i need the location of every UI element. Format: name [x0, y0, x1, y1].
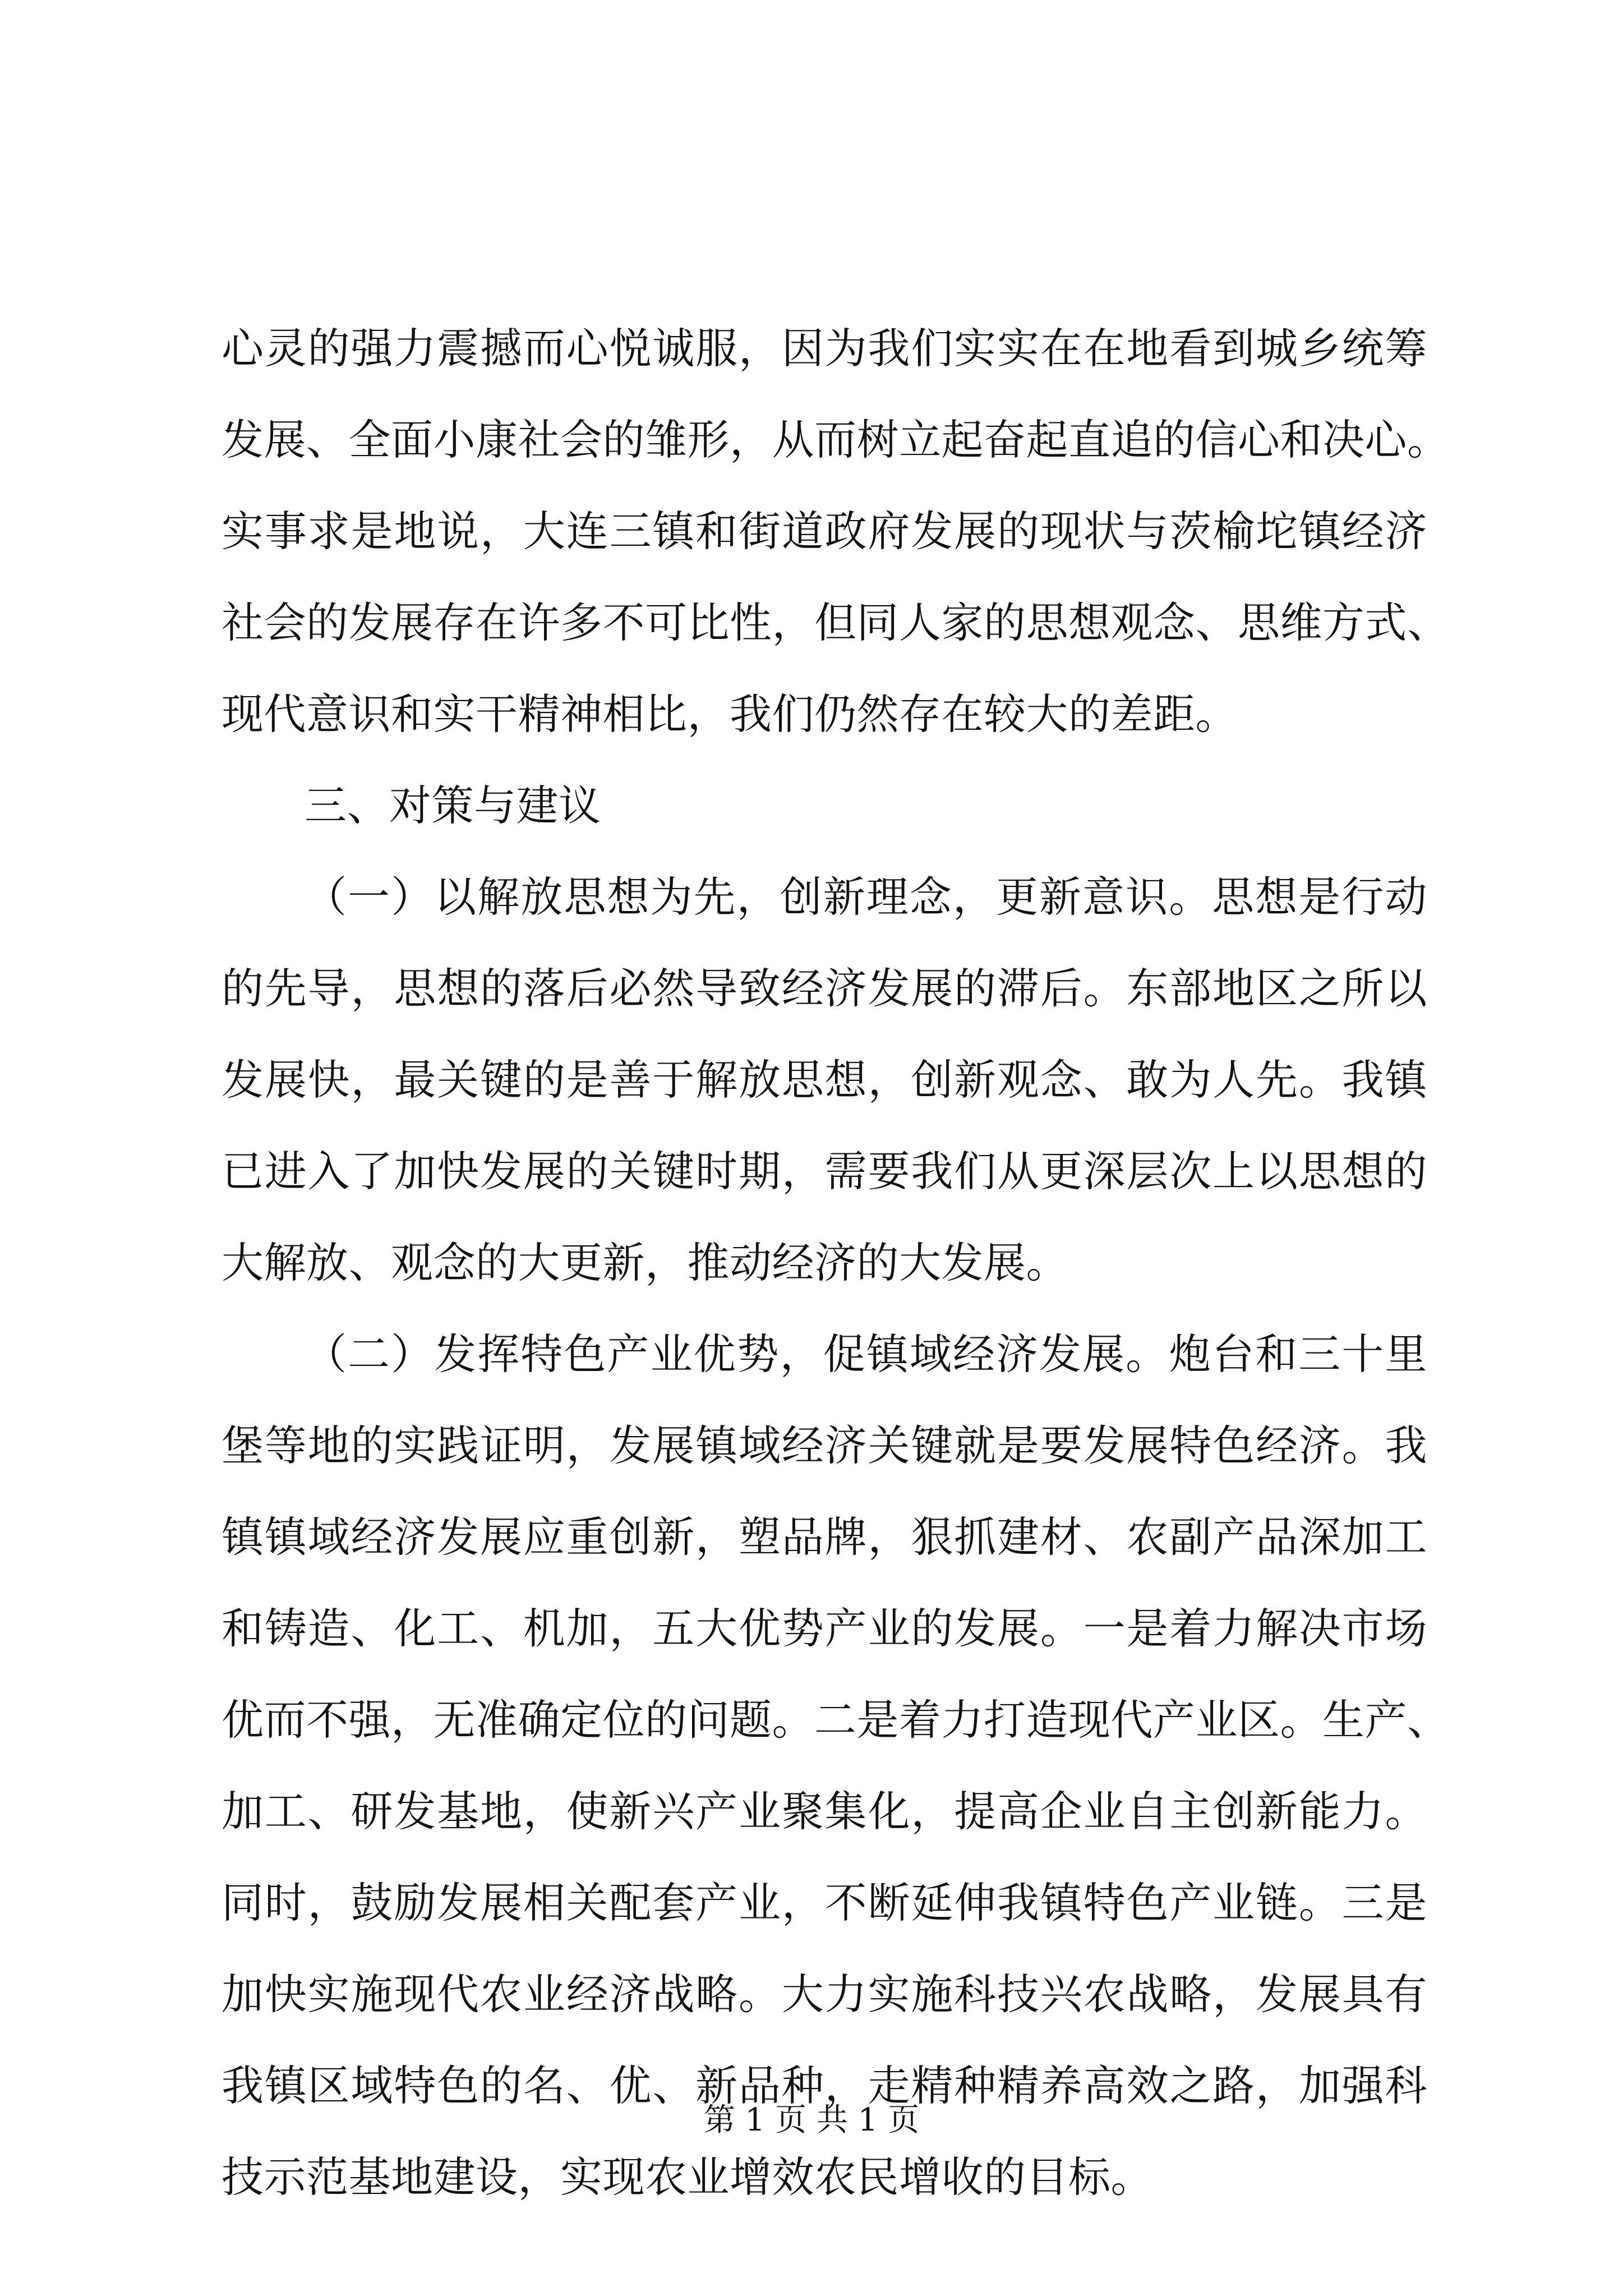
text-line: 已进入了加快发展的关键时期，需要我们从更深层次上以思想的 — [222, 1147, 1427, 1196]
text-line: （一）以解放思想为先，创新理念，更新意识。思想是行动 — [305, 872, 1427, 922]
text-line: 优而不强，无准确定位的问题。二是着力打造现代产业区。生产、 — [222, 1695, 1450, 1745]
text-line: 大解放、观念的大更新，推动经济的大发展。 — [222, 1238, 1069, 1287]
text-line: 堡等地的实践证明，发展镇域经济关键就是要发展特色经济。我 — [222, 1421, 1427, 1470]
text-line: 社会的发展存在许多不可比性，但同人家的思想观念、思维方式、 — [222, 598, 1450, 647]
text-line: 发展、全面小康社会的雏形，从而树立起奋起直追的信心和决心。 — [222, 415, 1450, 464]
text-line: 实事求是地说，大连三镇和街道政府发展的现状与茨榆坨镇经济 — [222, 507, 1427, 556]
text-line: 加快实施现代农业经济战略。大力实施科技兴农战略，发展具有 — [222, 1970, 1427, 2019]
text-line: 现代意识和实干精神相比，我们仍然存在较大的差距。 — [222, 689, 1238, 739]
text-line: （二）发挥特色产业优势，促镇域经济发展。炮台和三十里 — [305, 1329, 1427, 1379]
text-line: 镇镇域经济发展应重创新，塑品牌，狠抓建材、农副产品深加工 — [222, 1512, 1427, 1562]
document-body — [222, 303, 1450, 2223]
text-line: 同时，鼓励发展相关配套产业，不断延伸我镇特色产业链。三是 — [222, 1878, 1427, 1927]
text-line: 我镇区域特色的名、优、新品种，走精种精养高效之路，加强科 — [222, 2061, 1427, 2110]
text-line: 心灵的强力震撼而心悦诚服，因为我们实实在在地看到城乡统筹 — [222, 324, 1427, 373]
text-line: 发展快，最关键的是善于解放思想，创新观念、敢为人先。我镇 — [222, 1055, 1427, 1105]
page-footer: 第 1 页 共 1 页 — [703, 2102, 920, 2138]
text-line: 的先导，思想的落后必然导致经济发展的滞后。东部地区之所以 — [222, 964, 1427, 1013]
text-line: 三、对策与建议 — [305, 781, 601, 830]
text-line: 和铸造、化工、机加，五大优势产业的发展。一是着力解决市场 — [222, 1604, 1427, 1653]
text-line: 技示范基地建设，实现农业增效农民增收的目标。 — [222, 2152, 1154, 2202]
text-line: 加工、研发基地，使新兴产业聚集化，提高企业自主创新能力。 — [222, 1787, 1427, 1836]
